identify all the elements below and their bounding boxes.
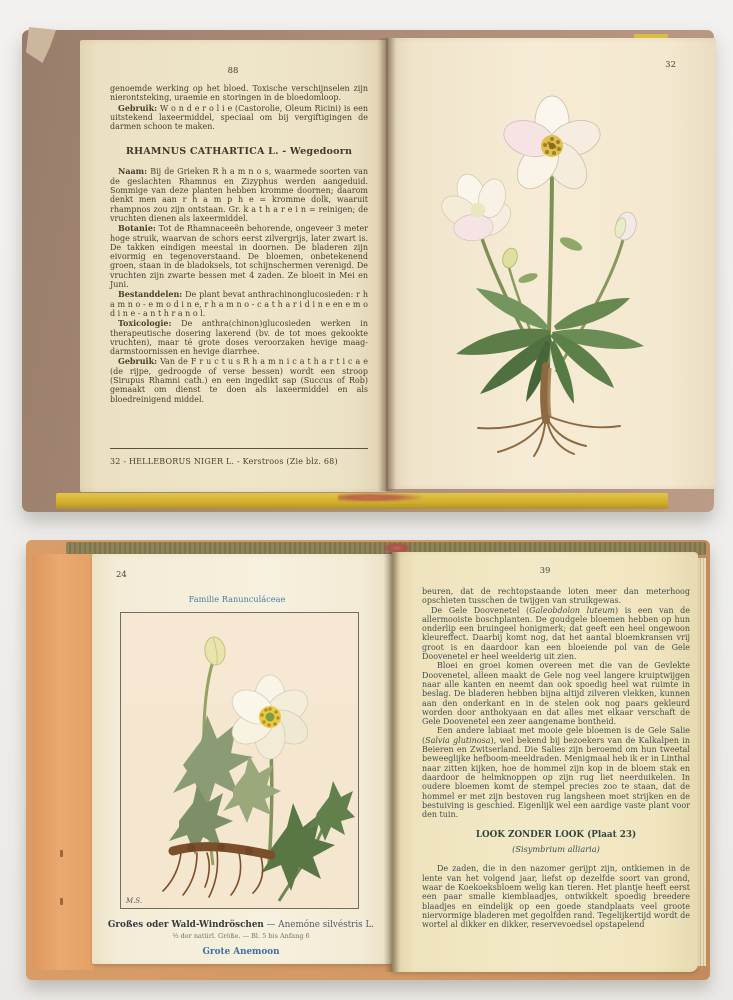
bottom-book-endpaper <box>32 554 94 970</box>
paragraph-label: Bestanddelen: <box>118 289 183 300</box>
paragraph-label: Naam: <box>118 166 148 177</box>
paragraph <box>110 290 368 318</box>
bottom-book-page-stack-edge <box>698 558 706 966</box>
paragraph-text: De anthra(chinon)glucosieden werken in therapeutische dosering laxerend (bv. de tot moes gekookte vruchten), maar té grote doses veroorzaken hevige maag-darmstoornissen en hevige diarrhee. <box>110 319 368 357</box>
paragraph-text: ) is een van de allermooiste boschplanten. De goudgele bloemen hebben op hun onderlip een bruingeel honigmerk; dat geeft een heel ongewoon kleureffect. Daarbij komt nog, dat het aantal bloemkransen vrij groot is en daardoor kan een bloeiende pol van de Gele Doovenetel er heel weelderig uit zien. <box>422 605 690 662</box>
paragraph <box>110 319 368 356</box>
top-book-left-page <box>80 40 386 492</box>
paragraph-label: Toxicologie: <box>118 318 172 329</box>
latin-name: Salvia glutinosa <box>425 735 491 745</box>
paragraph <box>110 104 368 132</box>
bottom-book-left-page <box>92 554 392 964</box>
footer-rule <box>110 448 368 449</box>
caption-dutch-name: Grote Anemoon <box>202 947 280 957</box>
paragraph: Bloei en groei komen overeen met die van de Gevlekte Doovenetel, alleen maakt de Gele nog veel langere kruiptwijgen naar alle kanten en neemt dan ook spoedig heel wat ruimte in beslag. De bladeren hebben bijna altijd zilveren vlekken, kunnen aan den onderkant en in de stelen ook nog paars gekleurd worden door anthokyaan en dat alles met elkaar verschaft de Gele Doovenetel een zeer aangename bontheid. <box>422 661 690 727</box>
top-book-spine-label-fragment <box>338 493 422 502</box>
page-number: 24 <box>116 570 127 580</box>
top-book-gutter-shadow <box>378 38 396 491</box>
top-book-right-page <box>388 38 716 489</box>
endpaper-print-mark <box>60 850 63 857</box>
paragraph-text: Bij de Grieken R h a m n o s, waarmede soorten van de geslachten Rhamnus en Zizyphus werden aangeduid. Sommige van deze planten hebben kromme doornen; daarom denkt men aan r h a m p h e = kromme dolk, waaruit rhampnos zou zijn ontstaan. Gr. k a t h a r e i n = reinigen; de vruchten dienen als laxeermiddel. <box>110 167 369 223</box>
caption-latin-name: — Anemóne silvéstris L. <box>266 920 375 930</box>
endpaper-print-mark <box>60 898 63 905</box>
anemone-illustration <box>120 612 359 909</box>
paragraph-text: W o n d e r o l i e (Castorolie, Oleum Ricini) is een uitstekend laxeermiddel, speciaal om bij vergiftigingen de darmen schoon te maken. <box>110 103 368 132</box>
paragraph: De zaden, die in den nazomer gerijpt zijn, ontkiemen in de lente van het volgend jaar, liefst op dezelfde soort van grond, waar de Koekoeksbloem welig kan tieren. Het plantje heeft eerst een paar smalle kiemblaadjes, ontwikkelt spoedig breedere blaadjes en eindelijk op een goede standplaats veel groote niervormige bladeren met gegolfden rand. Tegelijkertijd wordt de wortel al dikker en dikker, reservevoedsel opstapelend <box>422 864 690 930</box>
paragraph <box>110 224 368 289</box>
paragraph <box>422 606 690 662</box>
caption-line <box>98 920 384 930</box>
paragraph-label: Gebruik: <box>118 102 158 113</box>
paragraph-text: De Gele Doovenetel ( <box>431 605 530 615</box>
paragraph <box>110 357 368 403</box>
top-book-yellow-jacket-edge <box>56 493 668 509</box>
plate-caption <box>98 920 384 957</box>
plate-reference-footer <box>110 448 368 466</box>
paragraph <box>422 726 690 819</box>
bottom-book <box>26 540 710 980</box>
top-left-text-column <box>110 84 368 405</box>
top-book-torn-corner <box>26 27 56 63</box>
page-number: 39 <box>539 566 551 576</box>
latin-name: Galeobdolon luteum <box>529 605 615 615</box>
paragraph-text: Een andere labiaat met mooie gele bloemen is de Gele Salie ( <box>422 726 690 745</box>
page-number: 88 <box>227 66 239 76</box>
paragraph: beuren, dat de rechtopstaande loten meer dan meterhoog opschieten tusschen de twijgen van struikgewas. <box>422 587 690 606</box>
top-book-page-stack-edge <box>56 42 82 494</box>
paragraph: genoemde werking op het bloed. Toxische verschijnselen zijn nierontsteking, uraemie en storingen in de bloedomloop. <box>110 84 368 103</box>
bottom-book-right-page <box>392 552 698 972</box>
top-book <box>22 30 714 512</box>
paragraph-text: ), wel bekend bij bezoekers van de Kalkalpen in Beieren en Zwitserland. Die Salies zijn beroemd om hun tweetal beweeglijke hefboom-meeldraden. Menigmaal heb ik er in Linthal naar zitten kijken, hoe de hommel zijn kop in de bloem stak en daardoor de helmknoppen op zijn rug liet neerduikelen. In oudere bloemen komt de stempel precies zoo te staan, dat de hommel er met zijn bestoven rug langsheen moet strijken en de bestuiving is geschied. Eigenlijk wel een aardige vaste plant voor den tuin. <box>422 735 690 820</box>
section-heading: RHAMNUS CATHARTICA L. - Wegedoorn <box>125 146 353 158</box>
caption-scale-note: ⅔ der natürl. Größe. — Bl. 5 bis Anfang 6 <box>172 932 310 940</box>
paragraph-label: Gebruik: <box>118 356 158 367</box>
caption-german-name: Großes oder Wald-Windröschen <box>107 920 264 930</box>
family-header: Familie Ranunculáceae <box>188 594 286 604</box>
artist-signature: M.S. <box>126 897 143 905</box>
chapter-heading: LOOK ZONDER LOOK (Plaat 23) <box>475 830 637 841</box>
paragraph-label: Botanie: <box>118 223 156 234</box>
page-number: 32 <box>665 60 676 70</box>
paragraph-text: De plant bevat anthrachinonglucosieden: r h a m n o - e m o d i n e, r h a m n o - c a t h a r i d i n e en e m o d i n e - a n t h r a n o l. <box>110 290 368 318</box>
chapter-latin-subheading: (Sisymbrium alliaria) <box>512 844 600 855</box>
paragraph-text: Van de F r u c t u s R h a m n i c a t h a r t i c a e (de rijpe, gedroogde of verse bessen) wordt een stroop (Sirupus Rhamni cath.) en een ingedikt sap (Succus of Rob) gemaakt om dienst te doen als laxeermiddel en als bloedreinigend middel. <box>110 357 368 404</box>
helleborus-illustration <box>416 68 688 468</box>
bottom-right-text-column <box>422 587 690 965</box>
paragraph <box>110 167 368 223</box>
paragraph-text: Tot de Rhamnaceeën behorende, ongeveer 3 meter hoge struik, waarvan de schors eerst zilvergrijs, later zwart is. De takken eindigen meestal in doornen. De bladeren zijn eivormig en tegenoverstaand. De bloemen, onbetekenend groen, staan in de bladoksels, tot schijnschermen verenigd. De vruchten zijn zwarte bessen met 4 zaden. Ze bloeit in Mei en Juni. <box>110 224 369 290</box>
footer-text: 32 - HELLEBORUS NIGER L. - Kerstroos (Zie blz. 68) <box>110 457 338 466</box>
bottom-book-gutter-shadow <box>384 552 400 972</box>
